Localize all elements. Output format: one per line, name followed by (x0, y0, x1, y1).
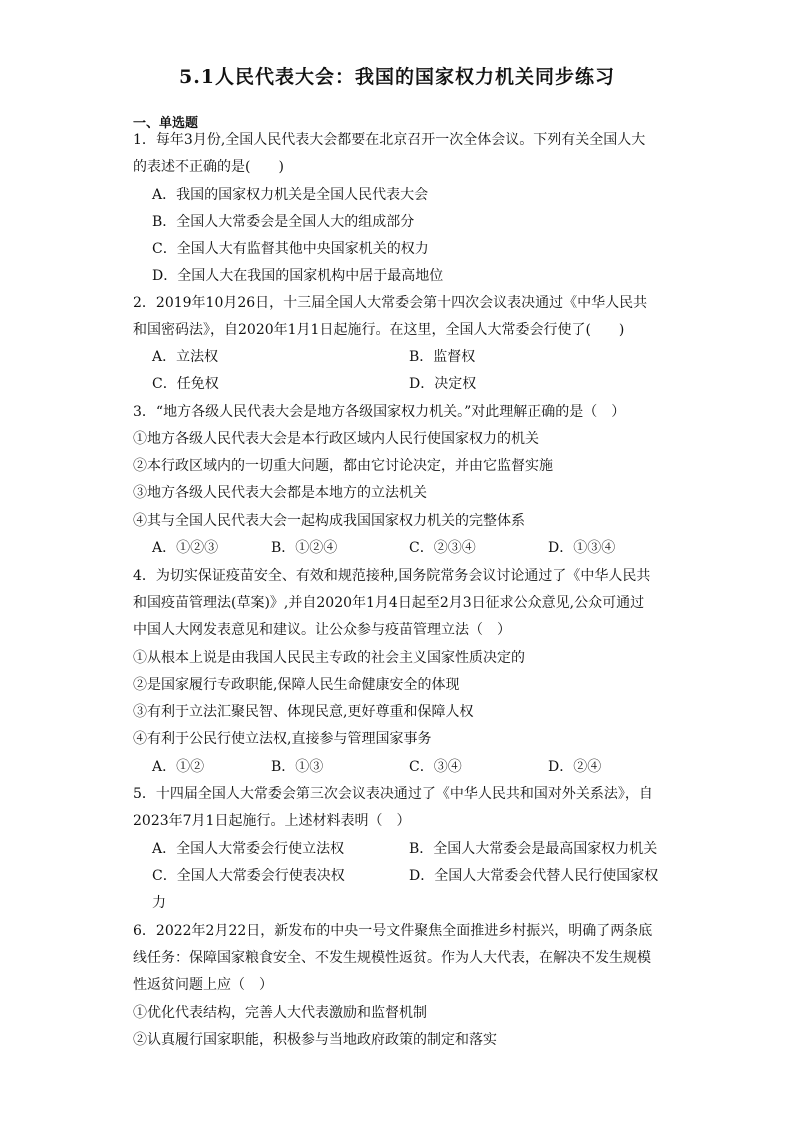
q3-statement-1: ①地方各级人民代表大会是本行政区域内人民行使国家权力的机关 (133, 431, 539, 447)
q1-option-d: D．全国人大在我国的国家机构中居于最高地位 (152, 268, 444, 284)
q4-statement-3: ③有利于立法汇聚民智、体现民意,更好尊重和保障人权 (133, 704, 474, 720)
q3-statement-2: ②本行政区域内的一切重大问题，都由它讨论决定，并由它监督实施 (133, 458, 553, 474)
q5-option-b: B．全国人大常委会是最高国家权力机关 (409, 841, 658, 857)
q2-option-a: A．立法权 (152, 349, 219, 365)
q1-option-c: C．全国人大有监督其他中央国家机关的权力 (152, 241, 429, 257)
q4-option-a: A．①② (152, 759, 205, 775)
q4-stem-line3: 中国人大网发表意见和建议。让公众参与疫苗管理立法（ ） (133, 622, 511, 638)
q1-option-b: B．全国人大常委会是全国人大的组成部分 (152, 214, 415, 230)
q4-statement-2: ②是国家履行专政职能,保障人民生命健康安全的体现 (133, 677, 460, 693)
q4-option-b: B．①③ (271, 759, 324, 775)
q5-stem-line2: 2023年7月1日起施行。上述材料表明（ ） (133, 813, 411, 829)
q5-stem-line1: 5．十四届全国人大常委会第三次会议表决通过了《中华人民共和国对外关系法》，自 (133, 786, 653, 802)
q4-statement-4: ④有利于公民行使立法权,直接参与管理国家事务 (133, 731, 432, 747)
section-heading: 一、单选题 (133, 116, 199, 131)
q3-option-b: B．①②④ (271, 540, 338, 556)
q4-option-c: C．③④ (409, 759, 462, 775)
page-title: 5.1人民代表大会：我国的国家权力机关同步练习 (178, 66, 616, 88)
q5-option-a: A．全国人大常委会行使立法权 (152, 841, 345, 857)
q3-option-d: D．①③④ (548, 540, 616, 556)
q2-option-c: C．任免权 (152, 376, 219, 392)
q3-statement-4: ④其与全国人民代表大会一起构成我国国家权力机关的完整体系 (133, 513, 525, 529)
q3-stem-line1: 3．“地方各级人民代表大会是地方各级国家权力机关。”对此理解正确的是（ ） (133, 404, 626, 420)
q2-option-b: B．监督权 (409, 349, 476, 365)
q1-stem-line1: 1．每年3月份,全国人民代表大会都要在北京召开一次全体会议。下列有关全国人大 (133, 132, 646, 148)
q6-statement-2: ②认真履行国家职能，积极参与当地政府政策的制定和落实 (133, 1032, 497, 1048)
q5-option-d: D．全国人大常委会代替人民行使国家权 (409, 868, 659, 884)
q3-statement-3: ③地方各级人民代表大会都是本地方的立法机关 (133, 485, 427, 501)
q4-statement-1: ①从根本上说是由我国人民民主专政的社会主义国家性质决定的 (133, 650, 525, 666)
q6-stem-line1: 6．2022年2月22日，新发布的中央一号文件聚焦全面推进乡村振兴，明确了两条底 (133, 923, 653, 939)
q6-stem-line3: 性返贫问题上应（ ） (133, 977, 273, 993)
q5-option-d-wrap: 力 (152, 895, 166, 911)
q4-option-d: D．②④ (548, 759, 602, 775)
q1-stem-line2: 的表述不正确的是( ) (133, 159, 284, 175)
q2-stem-line2: 和国密码法》，自2020年1月1日起施行。在这里，全国人大常委会行使了( ) (133, 322, 625, 338)
q6-stem-line2: 线任务：保障国家粮食安全、不发生规模性返贫。作为人大代表，在解决不发生规模 (133, 950, 651, 966)
q2-stem-line1: 2．2019年10月26日，十三届全国人大常委会第十四次会议表决通过《中华人民共 (133, 295, 648, 311)
q6-statement-1: ①优化代表结构，完善人大代表激励和监督机制 (133, 1005, 427, 1021)
q4-stem-line1: 4．为切实保证疫苗安全、有效和规范接种,国务院常务会议讨论通过了《中华人民共 (133, 568, 651, 584)
q3-option-c: C．②③④ (409, 540, 476, 556)
q5-option-c: C．全国人大常委会行使表决权 (152, 868, 345, 884)
q2-option-d: D．决定权 (409, 376, 477, 392)
q1-option-a: A．我国的国家权力机关是全国人民代表大会 (152, 187, 429, 203)
q4-stem-line2: 和国疫苗管理法(草案)》,并自2020年1月4日起至2月3日征求公众意见,公众可通过 (133, 595, 645, 611)
q3-option-a: A．①②③ (152, 540, 219, 556)
